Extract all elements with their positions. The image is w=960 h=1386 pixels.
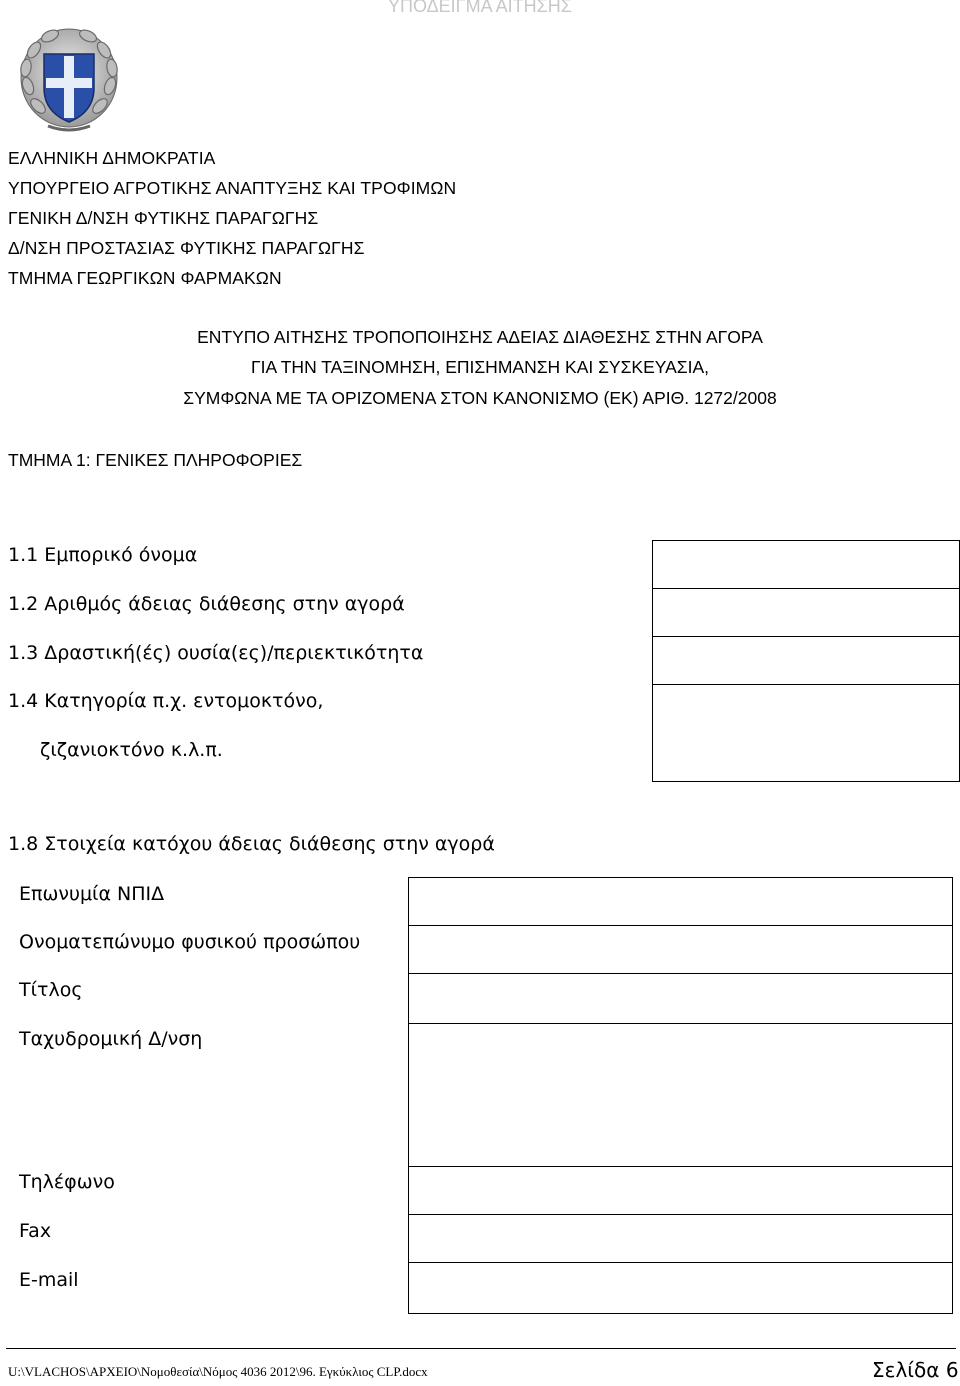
form-title-line: ΣΥΜΦΩΝΑ ΜΕ ΤΑ ΟΡΙΖΟΜΕΝΑ ΣΤΟΝ ΚΑΝΟΝΙΣΜΟ (ΕΚ) ΑΡΙΘ. 1272/2008 bbox=[183, 388, 777, 408]
field-label-person-name: Ονοματεπώνυμο φυσικού προσώπου bbox=[19, 931, 361, 953]
category-field[interactable] bbox=[652, 684, 960, 782]
field-label-trade-name: 1.1 Εμπορικό όνομα bbox=[8, 544, 198, 566]
fax-field[interactable] bbox=[408, 1214, 953, 1264]
field-label-email: E-mail bbox=[19, 1269, 79, 1291]
field-label-fax: Fax bbox=[19, 1220, 52, 1242]
holder-section-title: 1.8 Στοιχεία κατόχου άδειας διάθεσης στην αγορά bbox=[8, 833, 495, 855]
license-number-field[interactable] bbox=[652, 588, 960, 638]
field-label-category: 1.4 Κατηγορία π.χ. εντομοκτόνο, bbox=[8, 690, 324, 712]
field-label-company-name: Επωνυμία ΝΠΙΔ bbox=[19, 883, 165, 905]
company-name-field[interactable] bbox=[408, 877, 953, 927]
form-title-line: ΓΙΑ ΤΗΝ ΤΑΞΙΝΟΜΗΣΗ, ΕΠΙΣΗΜΑΝΣΗ ΚΑΙ ΣΥΣΚΕΥΑΣΙΑ, bbox=[250, 357, 710, 377]
footer-page-number: Σελίδα 6 bbox=[872, 1358, 959, 1382]
field-label-license-number: 1.2 Αριθμός άδειας διάθεσης στην αγορά bbox=[8, 593, 405, 615]
phone-field[interactable] bbox=[408, 1166, 953, 1216]
header-line: ΤΜΗΜΑ ΓΕΩΡΓΙΚΩΝ ΦΑΡΜΑΚΩΝ bbox=[8, 268, 282, 288]
field-label-active-substance: 1.3 Δραστική(ές) ουσία(ες)/περιεκτικότητα bbox=[8, 642, 424, 664]
header-line: Δ/ΝΣΗ ΠΡΟΣΤΑΣΙΑΣ ΦΥΤΙΚΗΣ ΠΑΡΑΓΩΓΗΣ bbox=[8, 238, 365, 258]
email-field[interactable] bbox=[408, 1262, 953, 1314]
watermark: ΥΠΟΔΕΙΓΜΑ ΑΙΤΗΣΗΣ bbox=[388, 0, 572, 16]
postal-address-field[interactable] bbox=[408, 1023, 953, 1168]
field-label-phone: Τηλέφωνο bbox=[19, 1171, 115, 1193]
active-substance-field[interactable] bbox=[652, 636, 960, 686]
trade-name-field[interactable] bbox=[652, 540, 960, 590]
header-line: ΕΛΛΗΝΙΚΗ ΔΗΜΟΚΡΑΤΙΑ bbox=[8, 148, 216, 168]
form-title-line: ΕΝΤΥΠΟ ΑΙΤΗΣΗΣ ΤΡΟΠΟΠΟΙΗΣΗΣ ΑΔΕΙΑΣ ΔΙΑΘΕΣΗΣ ΣΤΗΝ ΑΓΟΡΑ bbox=[197, 327, 763, 347]
header-line: ΥΠΟΥΡΓΕΙΟ ΑΓΡΟΤΙΚΗΣ ΑΝΑΠΤΥΞΗΣ ΚΑΙ ΤΡΟΦΙΜΩΝ bbox=[8, 178, 457, 198]
greek-emblem-icon bbox=[18, 26, 120, 136]
section-title: ΤΜΗΜΑ 1: ΓΕΝΙΚΕΣ ΠΛΗΡΟΦΟΡΙΕΣ bbox=[8, 450, 303, 470]
field-label-category-cont: ζιζανιοκτόνο κ.λ.π. bbox=[40, 739, 223, 761]
footer-divider bbox=[6, 1348, 956, 1349]
footer-file-path: U:\VLACHOS\ΑΡΧΕΙΟ\Νομοθεσία\Νόμος 4036 2012\96. Εγκύκλιος CLP.docx bbox=[8, 1364, 428, 1379]
header-line: ΓΕΝΙΚΗ Δ/ΝΣΗ ΦΥΤΙΚΗΣ ΠΑΡΑΓΩΓΗΣ bbox=[8, 208, 319, 228]
person-name-field[interactable] bbox=[408, 925, 953, 975]
title-field[interactable] bbox=[408, 973, 953, 1025]
field-label-postal-address: Ταχυδρομική Δ/νση bbox=[19, 1028, 203, 1050]
field-label-title: Τίτλος bbox=[19, 979, 83, 1001]
